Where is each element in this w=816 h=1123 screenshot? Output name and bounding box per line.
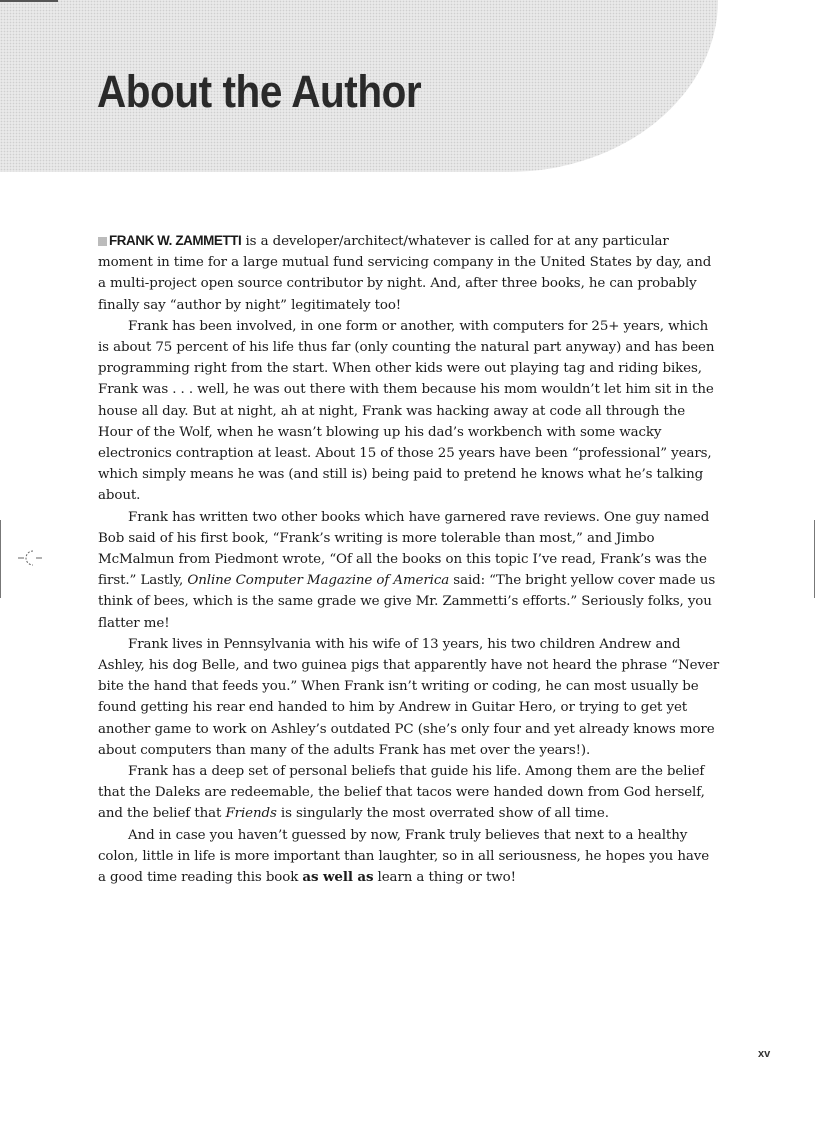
bio-text: learn a thing or two! <box>373 870 516 886</box>
bio-text: Frank has a deep set of personal beliefs that guide his life. Among them are the belief that the Daleks are redeemable, the belief that tacos were handed down from God herself, and the belief that <box>98 764 705 822</box>
bio-paragraph <box>98 825 720 889</box>
bio-paragraph: Frank lives in Pennsylvania with his wife of 13 years, his two children Andrew and Ashley, his dog Belle, and two guinea pigs that apparently have not heard the phrase “Never bite the hand that feeds you.” When Frank isn’t writing or coding, he can most usually be found getting his rear end handed to him by Andrew in Guitar Hero, or trying to get yet another game to work on Ashley’s outdated PC (she’s only four and yet already knows more about computers than many of the adults Frank has met over the years!). <box>98 636 720 758</box>
bio-text: said: “The bright yellow cover made us think of bees, which is the same grade we give Mr. Zammetti’s efforts.” Seriously folks, you flatter me! <box>98 573 716 631</box>
page-title: About the Author <box>97 66 422 117</box>
bullet-icon <box>98 237 107 246</box>
author-biography <box>98 230 720 888</box>
margin-line-right <box>814 520 815 598</box>
bio-text: Frank has written two other books which have garnered rave reviews. One guy named Bob said of his first book, “Frank’s writing is more tolerable than most,” and Jimbo McMalmun from Piedmont wrote, “Of all the books on this topic I’ve read, Frank’s was the first.” Lastly, <box>98 509 710 589</box>
top-rule <box>0 0 58 2</box>
registration-mark-icon <box>18 548 42 568</box>
author-name: FRANK W. ZAMMETTI <box>109 233 242 248</box>
bio-paragraph <box>98 507 720 634</box>
bio-text: And in case you haven’t guessed by now, Frank truly believes that next to a healthy colon, little in life is more important than laughter, so in all seriousness, he hopes you have a good time reading this book <box>98 827 710 886</box>
bio-paragraph <box>98 230 720 316</box>
bio-text: is singularly the most overrated show of all time. <box>276 806 609 822</box>
emphasis-text: as well as <box>302 869 374 886</box>
magazine-title: Online Computer Magazine of America <box>187 573 450 589</box>
bio-text: is a developer/architect/whatever is called for at any particular moment in time for a large mutual fund servicing company in the United States by day, and a multi-project open source contributor by night. And, after three books, he can probably finally say “author by night” legitimately too! <box>98 234 712 313</box>
margin-line-left <box>0 520 1 598</box>
bio-paragraph <box>98 761 720 825</box>
show-title: Friends <box>225 806 277 822</box>
bio-paragraph: Frank has been involved, in one form or another, with computers for 25+ years, which is about 75 percent of his life thus far (only counting the natural part anyway) and has been programming right from the start. When other kids were out playing tag and riding bikes, Frank was . . . well, he was out there with them because his mom wouldn’t let him sit in the house all day. But at night, ah at night, Frank was hacking away at code all through the Hour of the Wolf, when he wasn’t blowing up his dad’s workbench with some wacky electronics contraption at least. About 15 of those 25 years have been “professional” years, which simply means he was (and still is) being paid to pretend he knows what he’s talking about. <box>98 318 715 504</box>
page-number: xv <box>758 1048 771 1060</box>
